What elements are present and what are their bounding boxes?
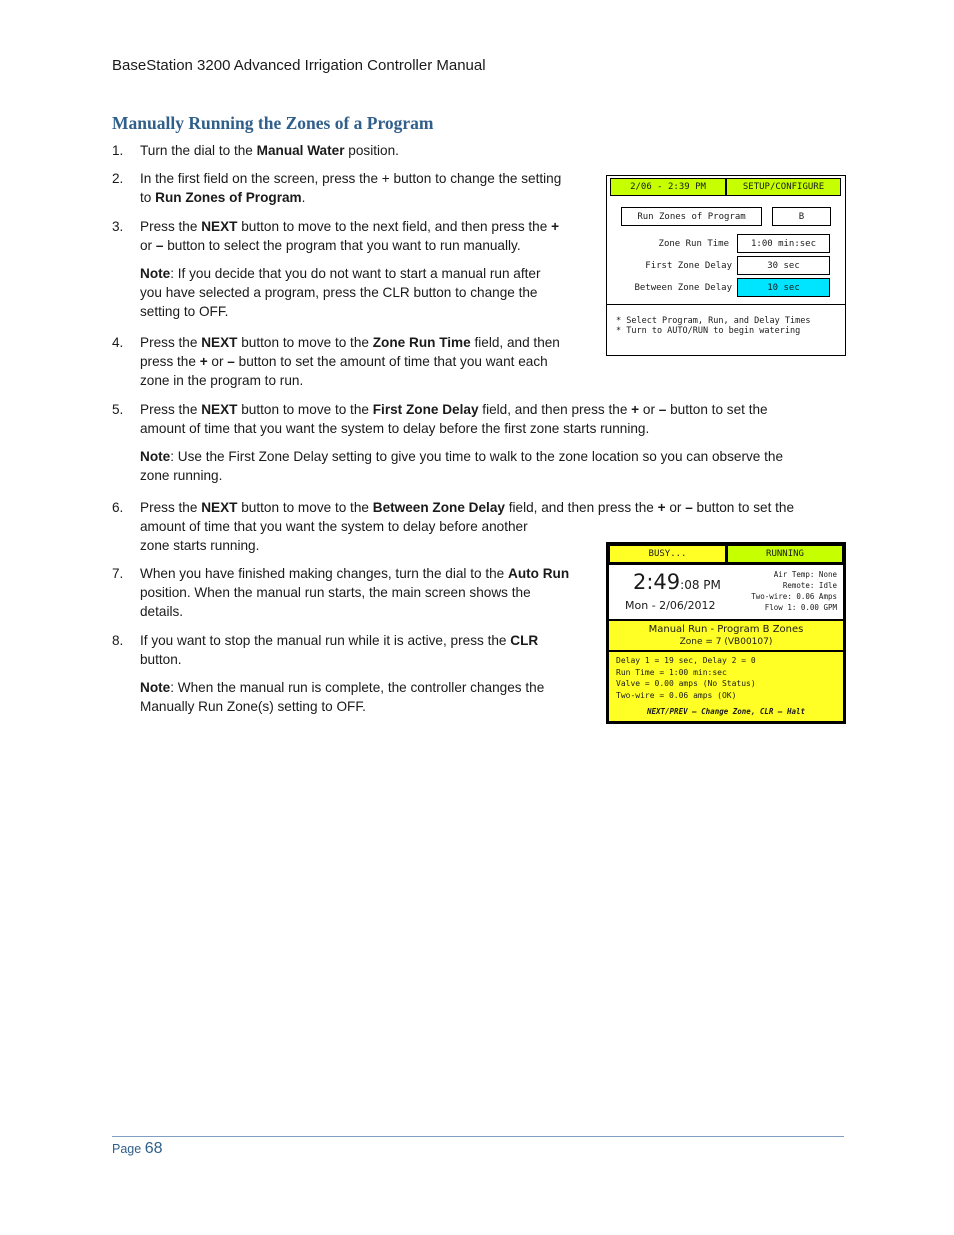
flow-rate: Flow 1: 0.00 GPM xyxy=(764,603,837,612)
text-line: you have selected a program, press the CLR button to change the xyxy=(140,285,538,300)
text-line: Note: Use the First Zone Delay setting to give you time to walk to the zone location so you can observe the xyxy=(140,449,784,464)
program-value: B xyxy=(772,207,831,226)
help-line-2: * Turn to AUTO/RUN to begin watering xyxy=(616,326,801,336)
text-line: zone in the program to run. xyxy=(140,373,304,388)
step-number: 8. xyxy=(112,633,124,648)
step-number: 5. xyxy=(112,402,124,417)
valve-detail: Valve = 0.00 amps (No Status) xyxy=(616,679,756,688)
text-line: If you want to stop the manual run while it is active, press the CLR xyxy=(140,633,539,648)
step-text xyxy=(140,169,561,207)
mode-bar: SETUP/CONFIGURE xyxy=(726,178,841,196)
page-number: 68 xyxy=(144,1140,163,1157)
help-line-1: * Select Program, Run, and Delay Times xyxy=(616,316,811,326)
text-line: Note: When the manual run is complete, the controller changes the xyxy=(140,680,545,695)
text-line: When you have finished making changes, turn the dial to the Auto Run xyxy=(140,566,570,581)
remote-status: Remote: Idle xyxy=(782,581,837,590)
section-title: Manually Running the Zones of a Program xyxy=(112,113,434,133)
step-number: 7. xyxy=(112,566,124,581)
between-zone-delay-value: 10 sec xyxy=(737,278,830,297)
program-field: Run Zones of Program xyxy=(621,207,762,226)
details-panel xyxy=(609,652,843,721)
run-panel xyxy=(609,621,843,650)
key-hint: NEXT/PREV – Change Zone, CLR – Halt xyxy=(646,707,806,716)
text-line: Manually Run Zone(s) setting to OFF. xyxy=(140,699,366,714)
screen-divider xyxy=(607,304,845,305)
note-2 xyxy=(140,447,783,485)
run-title: Manual Run - Program B Zones xyxy=(648,624,804,635)
run-zone: Zone = 7 (VB00107) xyxy=(679,637,773,647)
setup-screen xyxy=(606,175,846,356)
first-zone-delay-label: First Zone Delay xyxy=(645,261,732,271)
text-line: setting to OFF. xyxy=(140,304,229,319)
step-number: 6. xyxy=(112,500,124,515)
text-line: amount of time that you want the system to delay before another xyxy=(140,519,528,534)
text-line: Press the NEXT button to move to the Between Zone Delay field, and then press the + or – button to set the xyxy=(140,500,795,515)
text-line: position. When the manual run starts, the main screen shows the xyxy=(140,585,531,600)
step-text xyxy=(140,141,399,160)
step-text xyxy=(140,564,569,621)
text-line: details. xyxy=(140,604,184,619)
clock-seconds: :08 PM xyxy=(680,578,721,592)
clock-date: Mon - 2/06/2012 xyxy=(625,599,716,612)
two-wire-detail: Two-wire = 0.06 amps (OK) xyxy=(616,690,737,700)
text-line: amount of time that you want the system to delay before the first zone starts running. xyxy=(140,421,650,436)
note-1 xyxy=(140,264,541,321)
step-text xyxy=(140,333,560,390)
run-time-detail: Run Time = 1:00 min:sec xyxy=(616,667,727,677)
between-zone-delay-label: Between Zone Delay xyxy=(634,283,732,293)
clock xyxy=(633,570,721,594)
page-footer xyxy=(112,1140,162,1158)
text-line: to Run Zones of Program. xyxy=(140,190,306,205)
clock-time: 2:49 xyxy=(633,570,681,594)
text-line: zone starts running. xyxy=(140,538,260,553)
text-line: In the first field on the screen, press the + button to change the setting xyxy=(140,171,562,186)
running-screen xyxy=(606,542,846,724)
text-line: press the + or – button to set the amount of time that you want each xyxy=(140,354,548,369)
clock-panel xyxy=(609,565,843,619)
step-text xyxy=(140,217,559,255)
two-wire-amps: Two-wire: 0.06 Amps xyxy=(751,592,837,601)
first-zone-delay-value: 30 sec xyxy=(737,256,830,275)
text-line: Turn the dial to the Manual Water position. xyxy=(140,143,399,158)
step-number: 3. xyxy=(112,219,124,234)
text-line: or – button to select the program that you want to run manually. xyxy=(140,238,521,253)
text-line: Press the NEXT button to move to the next field, and then press the + xyxy=(140,219,560,234)
zone-run-time-value: 1:00 min:sec xyxy=(737,234,830,253)
datetime-bar: 2/06 - 2:39 PM xyxy=(610,178,726,196)
delay-detail: Delay 1 = 19 sec, Delay 2 = 0 xyxy=(616,656,756,665)
step-text xyxy=(140,631,538,669)
air-temp: Air Temp: None xyxy=(773,570,837,579)
info-panel xyxy=(727,569,837,613)
page-label: Page xyxy=(112,1142,142,1156)
busy-status: BUSY... xyxy=(609,545,726,563)
step-number: 4. xyxy=(112,335,124,350)
text-line: Press the NEXT button to move to the Zone Run Time field, and then xyxy=(140,335,560,350)
document-header: BaseStation 3200 Advanced Irrigation Controller Manual xyxy=(112,57,486,74)
note-3 xyxy=(140,678,544,716)
running-status: RUNNING xyxy=(727,545,843,563)
step-text xyxy=(140,400,768,438)
text-line: Press the NEXT button to move to the First Zone Delay field, and then press the + or – button to set the xyxy=(140,402,768,417)
step-number: 1. xyxy=(112,143,124,158)
text-line: Note: If you decide that you do not want to start a manual run after xyxy=(140,266,541,281)
text-line: zone running. xyxy=(140,468,223,483)
zone-run-time-label: Zone Run Time xyxy=(658,239,729,249)
footer-rule xyxy=(112,1136,844,1137)
text-line: button. xyxy=(140,652,182,667)
step-number: 2. xyxy=(112,171,124,186)
